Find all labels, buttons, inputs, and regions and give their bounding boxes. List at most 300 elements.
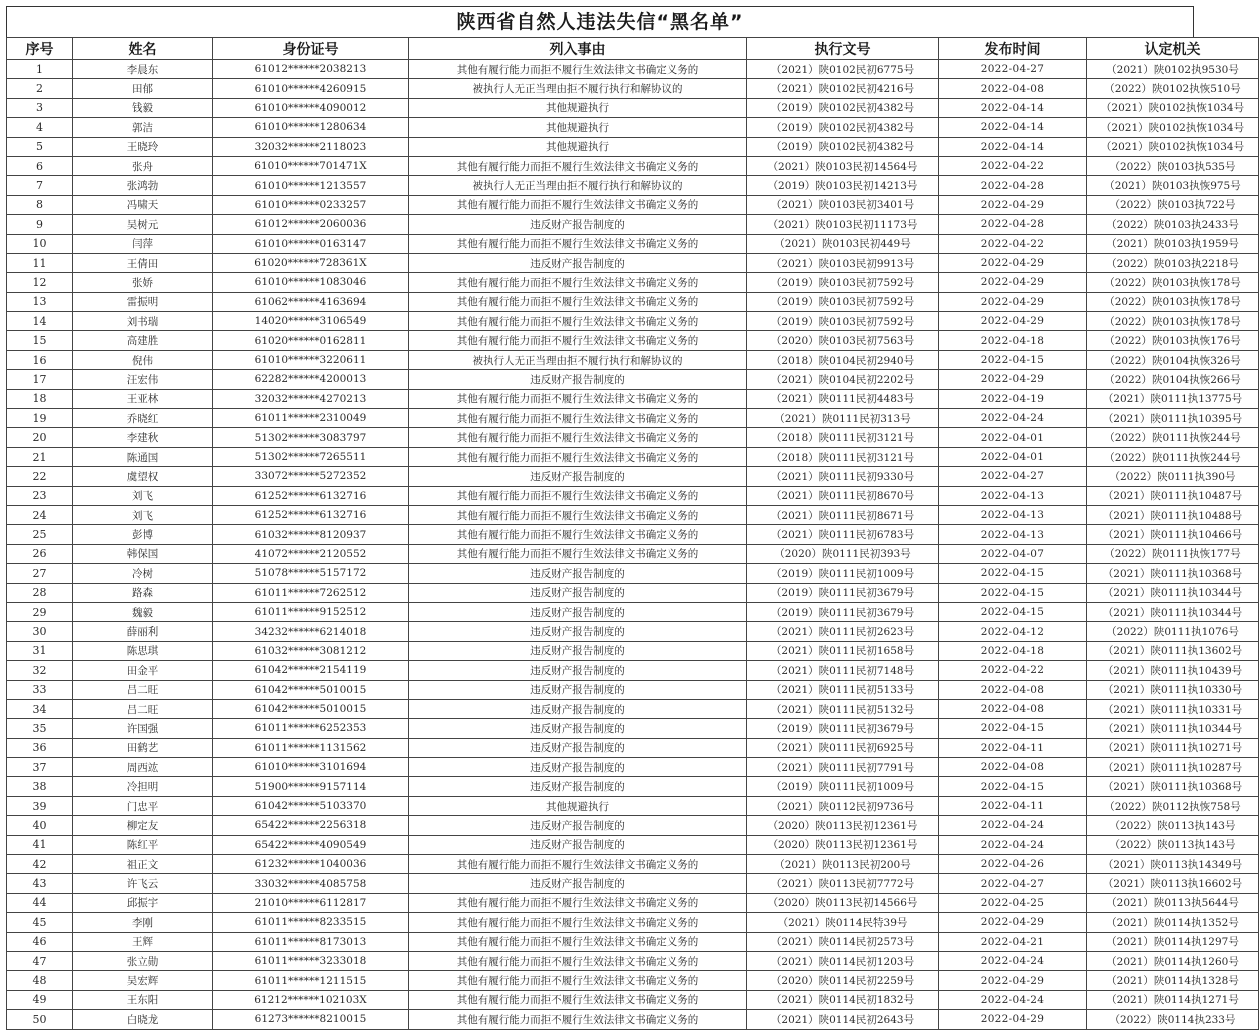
cell-index: 42 (7, 855, 73, 874)
cell-authority: （2021）陕0111执10487号 (1087, 486, 1259, 505)
cell-id-number: 61012******2038213 (213, 60, 409, 79)
cell-case-number: （2021）陕0111民初7148号 (747, 661, 939, 680)
cell-reason: 其他有履行能力而拒不履行生效法律文书确定义务的 (409, 893, 747, 912)
cell-id-number: 61252******6132716 (213, 486, 409, 505)
cell-case-number: （2021）陕0102民初4216号 (747, 79, 939, 98)
cell-authority: （2022）陕0111执390号 (1087, 467, 1259, 486)
cell-index: 38 (7, 777, 73, 796)
cell-id-number: 41072******2120552 (213, 544, 409, 563)
cell-case-number: （2019）陕0102民初4382号 (747, 98, 939, 117)
header-reason: 列入事由 (409, 38, 747, 60)
cell-authority: （2022）陕0111执恢244号 (1087, 428, 1259, 447)
table-row (7, 680, 1259, 699)
cell-index: 27 (7, 564, 73, 583)
cell-index: 50 (7, 1010, 73, 1029)
cell-reason: 违反财产报告制度的 (409, 253, 747, 272)
cell-reason: 违反财产报告制度的 (409, 602, 747, 621)
cell-index: 19 (7, 409, 73, 428)
cell-index: 5 (7, 137, 73, 156)
cell-reason: 其他有履行能力而拒不履行生效法律文书确定义务的 (409, 932, 747, 951)
cell-publish-date: 2022-04-12 (939, 622, 1087, 641)
cell-name: 周西竑 (73, 758, 213, 777)
table-row (7, 486, 1259, 505)
cell-case-number: （2019）陕0103民初7592号 (747, 312, 939, 331)
cell-name: 魏毅 (73, 602, 213, 621)
cell-id-number: 61032******8120937 (213, 525, 409, 544)
cell-id-number: 32032******4270213 (213, 389, 409, 408)
cell-reason: 违反财产报告制度的 (409, 719, 747, 738)
table-row (7, 98, 1259, 117)
cell-case-number: （2021）陕0102民初6775号 (747, 60, 939, 79)
cell-authority: （2021）陕0102执恢1034号 (1087, 118, 1259, 137)
cell-publish-date: 2022-04-29 (939, 292, 1087, 311)
table-row (7, 951, 1259, 970)
cell-publish-date: 2022-04-29 (939, 370, 1087, 389)
cell-id-number: 61010******3101694 (213, 758, 409, 777)
cell-authority: （2021）陕0114执1328号 (1087, 971, 1259, 990)
cell-id-number: 61011******1131562 (213, 738, 409, 757)
cell-name: 陈通国 (73, 447, 213, 466)
table-row (7, 699, 1259, 718)
cell-index: 15 (7, 331, 73, 350)
cell-authority: （2022）陕0103执恢176号 (1087, 331, 1259, 350)
cell-id-number: 61273******8210015 (213, 1010, 409, 1029)
cell-id-number: 61012******2060036 (213, 215, 409, 234)
cell-index: 7 (7, 176, 73, 195)
table-row (7, 389, 1259, 408)
cell-case-number: （2019）陕0103民初7592号 (747, 292, 939, 311)
cell-authority: （2021）陕0111执13775号 (1087, 389, 1259, 408)
cell-authority: （2021）陕0114执1260号 (1087, 951, 1259, 970)
cell-case-number: （2021）陕0111民初6783号 (747, 525, 939, 544)
cell-name: 王晓玲 (73, 137, 213, 156)
cell-name: 田鹤艺 (73, 738, 213, 757)
cell-authority: （2021）陕0114执1352号 (1087, 913, 1259, 932)
cell-name: 冷树 (73, 564, 213, 583)
cell-publish-date: 2022-04-24 (939, 990, 1087, 1009)
cell-publish-date: 2022-04-22 (939, 234, 1087, 253)
cell-publish-date: 2022-04-14 (939, 118, 1087, 137)
cell-authority: （2022）陕0103执恢178号 (1087, 292, 1259, 311)
cell-index: 37 (7, 758, 73, 777)
cell-reason: 违反财产报告制度的 (409, 680, 747, 699)
cell-authority: （2022）陕0103执535号 (1087, 156, 1259, 175)
cell-index: 32 (7, 661, 73, 680)
cell-name: 门忠平 (73, 796, 213, 815)
cell-publish-date: 2022-04-19 (939, 389, 1087, 408)
cell-authority: （2021）陕0113执14349号 (1087, 855, 1259, 874)
cell-reason: 其他有履行能力而拒不履行生效法律文书确定义务的 (409, 544, 747, 563)
cell-case-number: （2019）陕0111民初3679号 (747, 602, 939, 621)
cell-publish-date: 2022-04-27 (939, 467, 1087, 486)
cell-publish-date: 2022-04-07 (939, 544, 1087, 563)
header-authority: 认定机关 (1087, 38, 1259, 60)
cell-index: 40 (7, 816, 73, 835)
cell-authority: （2022）陕0103执2433号 (1087, 215, 1259, 234)
cell-name: 冷担明 (73, 777, 213, 796)
cell-index: 41 (7, 835, 73, 854)
table-row (7, 273, 1259, 292)
cell-authority: （2022）陕0103执722号 (1087, 195, 1259, 214)
cell-authority: （2022）陕0103执恢178号 (1087, 312, 1259, 331)
cell-index: 24 (7, 505, 73, 524)
sheet-title: 陕西省自然人违法失信“黑名单” (6, 6, 1194, 37)
cell-publish-date: 2022-04-15 (939, 350, 1087, 369)
cell-id-number: 61011******7262512 (213, 583, 409, 602)
cell-case-number: （2021）陕0111民初313号 (747, 409, 939, 428)
table-row (7, 796, 1259, 815)
cell-authority: （2021）陕0111执10344号 (1087, 583, 1259, 602)
cell-authority: （2021）陕0111执10271号 (1087, 738, 1259, 757)
cell-reason: 其他有履行能力而拒不履行生效法律文书确定义务的 (409, 331, 747, 350)
cell-index: 17 (7, 370, 73, 389)
cell-reason: 违反财产报告制度的 (409, 370, 747, 389)
cell-publish-date: 2022-04-08 (939, 680, 1087, 699)
cell-case-number: （2021）陕0111民初8670号 (747, 486, 939, 505)
cell-id-number: 61010******701471X (213, 156, 409, 175)
cell-id-number: 61011******6252353 (213, 719, 409, 738)
blacklist-table (6, 37, 1259, 1030)
cell-reason: 违反财产报告制度的 (409, 699, 747, 718)
cell-case-number: （2019）陕0111民初1009号 (747, 564, 939, 583)
cell-reason: 其他有履行能力而拒不履行生效法律文书确定义务的 (409, 855, 747, 874)
cell-id-number: 61042******5103370 (213, 796, 409, 815)
cell-publish-date: 2022-04-01 (939, 428, 1087, 447)
cell-index: 3 (7, 98, 73, 117)
cell-name: 虞望权 (73, 467, 213, 486)
cell-id-number: 61252******6132716 (213, 505, 409, 524)
cell-id-number: 61010******0233257 (213, 195, 409, 214)
cell-reason: 违反财产报告制度的 (409, 758, 747, 777)
cell-case-number: （2021）陕0111民初5132号 (747, 699, 939, 718)
table-row (7, 370, 1259, 389)
cell-id-number: 61042******2154119 (213, 661, 409, 680)
table-row (7, 156, 1259, 175)
cell-publish-date: 2022-04-29 (939, 195, 1087, 214)
cell-id-number: 61011******8173013 (213, 932, 409, 951)
cell-reason: 违反财产报告制度的 (409, 835, 747, 854)
cell-id-number: 33032******4085758 (213, 874, 409, 893)
cell-reason: 其他规避执行 (409, 796, 747, 815)
table-row (7, 971, 1259, 990)
table-row (7, 234, 1259, 253)
cell-name: 王亚林 (73, 389, 213, 408)
cell-id-number: 61042******5010015 (213, 680, 409, 699)
cell-name: 乔晓红 (73, 409, 213, 428)
cell-case-number: （2019）陕0111民初3679号 (747, 719, 939, 738)
cell-authority: （2021）陕0111执10466号 (1087, 525, 1259, 544)
cell-authority: （2022）陕0113执143号 (1087, 835, 1259, 854)
cell-reason: 其他有履行能力而拒不履行生效法律文书确定义务的 (409, 60, 747, 79)
cell-authority: （2021）陕0103执1959号 (1087, 234, 1259, 253)
cell-case-number: （2019）陕0111民初3679号 (747, 583, 939, 602)
cell-authority: （2021）陕0102执恢1034号 (1087, 137, 1259, 156)
cell-publish-date: 2022-04-29 (939, 913, 1087, 932)
cell-name: 刘书瑞 (73, 312, 213, 331)
table-row (7, 350, 1259, 369)
cell-reason: 其他有履行能力而拒不履行生效法律文书确定义务的 (409, 525, 747, 544)
table-row (7, 447, 1259, 466)
cell-index: 39 (7, 796, 73, 815)
cell-case-number: （2021）陕0111民初4483号 (747, 389, 939, 408)
table-row (7, 195, 1259, 214)
cell-index: 45 (7, 913, 73, 932)
cell-index: 12 (7, 273, 73, 292)
cell-id-number: 65422******4090549 (213, 835, 409, 854)
cell-case-number: （2021）陕0103民初449号 (747, 234, 939, 253)
table-row (7, 253, 1259, 272)
table-row (7, 602, 1259, 621)
cell-publish-date: 2022-04-15 (939, 602, 1087, 621)
cell-authority: （2022）陕0113执143号 (1087, 816, 1259, 835)
cell-publish-date: 2022-04-08 (939, 79, 1087, 98)
cell-case-number: （2021）陕0111民初2623号 (747, 622, 939, 641)
table-row (7, 893, 1259, 912)
cell-id-number: 61062******4163694 (213, 292, 409, 311)
cell-reason: 违反财产报告制度的 (409, 564, 747, 583)
cell-name: 路森 (73, 583, 213, 602)
cell-case-number: （2018）陕0111民初3121号 (747, 447, 939, 466)
cell-id-number: 61011******8233515 (213, 913, 409, 932)
cell-authority: （2022）陕0112执恢758号 (1087, 796, 1259, 815)
cell-publish-date: 2022-04-21 (939, 932, 1087, 951)
cell-name: 彭博 (73, 525, 213, 544)
table-row (7, 758, 1259, 777)
cell-name: 邱振宇 (73, 893, 213, 912)
cell-publish-date: 2022-04-13 (939, 525, 1087, 544)
header-case-number: 执行文号 (747, 38, 939, 60)
cell-publish-date: 2022-04-15 (939, 777, 1087, 796)
cell-name: 祖正文 (73, 855, 213, 874)
cell-index: 30 (7, 622, 73, 641)
table-row (7, 1010, 1259, 1029)
cell-authority: （2021）陕0111执10330号 (1087, 680, 1259, 699)
cell-case-number: （2019）陕0103民初7592号 (747, 273, 939, 292)
cell-publish-date: 2022-04-28 (939, 215, 1087, 234)
cell-index: 1 (7, 60, 73, 79)
cell-authority: （2021）陕0111执10488号 (1087, 505, 1259, 524)
cell-name: 陈思琪 (73, 641, 213, 660)
cell-publish-date: 2022-04-15 (939, 583, 1087, 602)
cell-id-number: 61212******102103X (213, 990, 409, 1009)
cell-id-number: 61020******728361X (213, 253, 409, 272)
cell-reason: 其他有履行能力而拒不履行生效法律文书确定义务的 (409, 234, 747, 253)
cell-authority: （2021）陕0113执5644号 (1087, 893, 1259, 912)
cell-case-number: （2021）陕0113民初200号 (747, 855, 939, 874)
cell-case-number: （2020）陕0113民初12361号 (747, 816, 939, 835)
cell-name: 倪伟 (73, 350, 213, 369)
cell-case-number: （2021）陕0103民初14564号 (747, 156, 939, 175)
cell-id-number: 61010******1213557 (213, 176, 409, 195)
cell-index: 2 (7, 79, 73, 98)
cell-publish-date: 2022-04-22 (939, 661, 1087, 680)
cell-index: 13 (7, 292, 73, 311)
table-row (7, 137, 1259, 156)
table-row (7, 932, 1259, 951)
cell-publish-date: 2022-04-26 (939, 855, 1087, 874)
cell-id-number: 61010******4260915 (213, 79, 409, 98)
cell-name: 陈红平 (73, 835, 213, 854)
cell-name: 张娇 (73, 273, 213, 292)
cell-case-number: （2020）陕0113民初12361号 (747, 835, 939, 854)
cell-case-number: （2020）陕0113民初14566号 (747, 893, 939, 912)
cell-reason: 违反财产报告制度的 (409, 661, 747, 680)
cell-name: 王倩田 (73, 253, 213, 272)
cell-name: 白晓龙 (73, 1010, 213, 1029)
cell-authority: （2021）陕0111执10368号 (1087, 564, 1259, 583)
header-name: 姓名 (73, 38, 213, 60)
cell-name: 许国强 (73, 719, 213, 738)
cell-reason: 其他规避执行 (409, 98, 747, 117)
cell-reason: 违反财产报告制度的 (409, 777, 747, 796)
cell-name: 田金平 (73, 661, 213, 680)
cell-case-number: （2021）陕0104民初2202号 (747, 370, 939, 389)
cell-reason: 其他有履行能力而拒不履行生效法律文书确定义务的 (409, 990, 747, 1009)
cell-index: 36 (7, 738, 73, 757)
cell-id-number: 65422******2256318 (213, 816, 409, 835)
table-row (7, 641, 1259, 660)
cell-publish-date: 2022-04-14 (939, 98, 1087, 117)
cell-authority: （2021）陕0102执恢1034号 (1087, 98, 1259, 117)
cell-reason: 其他规避执行 (409, 118, 747, 137)
cell-case-number: （2018）陕0111民初3121号 (747, 428, 939, 447)
cell-index: 23 (7, 486, 73, 505)
cell-reason: 其他有履行能力而拒不履行生效法律文书确定义务的 (409, 156, 747, 175)
header-index: 序号 (7, 38, 73, 60)
cell-authority: （2021）陕0114执1271号 (1087, 990, 1259, 1009)
cell-name: 张舟 (73, 156, 213, 175)
cell-reason: 其他有履行能力而拒不履行生效法律文书确定义务的 (409, 971, 747, 990)
cell-index: 8 (7, 195, 73, 214)
cell-index: 33 (7, 680, 73, 699)
table-row (7, 176, 1259, 195)
cell-reason: 被执行人无正当理由拒不履行执行和解协议的 (409, 350, 747, 369)
table-row (7, 525, 1259, 544)
cell-id-number: 34232******6214018 (213, 622, 409, 641)
cell-publish-date: 2022-04-29 (939, 253, 1087, 272)
cell-case-number: （2021）陕0114民特39号 (747, 913, 939, 932)
cell-case-number: （2021）陕0111民初8671号 (747, 505, 939, 524)
cell-publish-date: 2022-04-24 (939, 835, 1087, 854)
cell-id-number: 61010******1083046 (213, 273, 409, 292)
cell-publish-date: 2022-04-24 (939, 816, 1087, 835)
cell-publish-date: 2022-04-29 (939, 1010, 1087, 1029)
cell-reason: 违反财产报告制度的 (409, 641, 747, 660)
table-row (7, 331, 1259, 350)
cell-case-number: （2021）陕0111民初9330号 (747, 467, 939, 486)
cell-reason: 其他有履行能力而拒不履行生效法律文书确定义务的 (409, 913, 747, 932)
cell-name: 韩保国 (73, 544, 213, 563)
cell-id-number: 61010******4090012 (213, 98, 409, 117)
cell-name: 张立勋 (73, 951, 213, 970)
table-row (7, 60, 1259, 79)
cell-name: 吴树元 (73, 215, 213, 234)
cell-authority: （2021）陕0103执恢975号 (1087, 176, 1259, 195)
cell-case-number: （2019）陕0102民初4382号 (747, 118, 939, 137)
table-row (7, 835, 1259, 854)
cell-case-number: （2020）陕0111民初393号 (747, 544, 939, 563)
table-row (7, 913, 1259, 932)
cell-authority: （2021）陕0111执10344号 (1087, 719, 1259, 738)
cell-case-number: （2021）陕0103民初9913号 (747, 253, 939, 272)
cell-case-number: （2021）陕0111民初6925号 (747, 738, 939, 757)
cell-publish-date: 2022-04-18 (939, 641, 1087, 660)
cell-authority: （2022）陕0102执恢510号 (1087, 79, 1259, 98)
cell-authority: （2022）陕0111执1076号 (1087, 622, 1259, 641)
cell-id-number: 61020******0162811 (213, 331, 409, 350)
cell-reason: 其他有履行能力而拒不履行生效法律文书确定义务的 (409, 505, 747, 524)
cell-reason: 被执行人无正当理由拒不履行执行和解协议的 (409, 176, 747, 195)
cell-publish-date: 2022-04-29 (939, 312, 1087, 331)
cell-publish-date: 2022-04-29 (939, 273, 1087, 292)
cell-id-number: 51302******3083797 (213, 428, 409, 447)
cell-id-number: 62282******4200013 (213, 370, 409, 389)
table-row (7, 874, 1259, 893)
blacklist-sheet (6, 6, 1245, 1030)
cell-reason: 其他有履行能力而拒不履行生效法律文书确定义务的 (409, 312, 747, 331)
table-row (7, 661, 1259, 680)
cell-authority: （2021）陕0111执10287号 (1087, 758, 1259, 777)
cell-index: 48 (7, 971, 73, 990)
cell-id-number: 32032******2118023 (213, 137, 409, 156)
cell-publish-date: 2022-04-22 (939, 156, 1087, 175)
cell-authority: （2022）陕0104执恢326号 (1087, 350, 1259, 369)
cell-name: 吴宏辉 (73, 971, 213, 990)
cell-publish-date: 2022-04-15 (939, 564, 1087, 583)
cell-authority: （2022）陕0111执恢177号 (1087, 544, 1259, 563)
table-row (7, 719, 1259, 738)
cell-index: 20 (7, 428, 73, 447)
cell-name: 雷振明 (73, 292, 213, 311)
cell-publish-date: 2022-04-18 (939, 331, 1087, 350)
cell-name: 闫萍 (73, 234, 213, 253)
cell-authority: （2022）陕0104执恢266号 (1087, 370, 1259, 389)
table-row (7, 428, 1259, 447)
cell-id-number: 61011******9152512 (213, 602, 409, 621)
cell-reason: 违反财产报告制度的 (409, 622, 747, 641)
cell-publish-date: 2022-04-13 (939, 486, 1087, 505)
cell-reason: 其他有履行能力而拒不履行生效法律文书确定义务的 (409, 273, 747, 292)
cell-publish-date: 2022-04-11 (939, 796, 1087, 815)
cell-name: 吕二旺 (73, 680, 213, 699)
cell-index: 11 (7, 253, 73, 272)
cell-reason: 其他有履行能力而拒不履行生效法律文书确定义务的 (409, 292, 747, 311)
table-row (7, 505, 1259, 524)
cell-case-number: （2021）陕0111民初5133号 (747, 680, 939, 699)
cell-name: 田郁 (73, 79, 213, 98)
cell-reason: 其他有履行能力而拒不履行生效法律文书确定义务的 (409, 409, 747, 428)
cell-index: 46 (7, 932, 73, 951)
cell-case-number: （2021）陕0113民初7772号 (747, 874, 939, 893)
cell-reason: 被执行人无正当理由拒不履行执行和解协议的 (409, 79, 747, 98)
cell-authority: （2021）陕0113执16602号 (1087, 874, 1259, 893)
table-row (7, 622, 1259, 641)
cell-reason: 违反财产报告制度的 (409, 816, 747, 835)
cell-case-number: （2021）陕0111民初1658号 (747, 641, 939, 660)
table-row (7, 564, 1259, 583)
cell-authority: （2021）陕0102执9530号 (1087, 60, 1259, 79)
table-row (7, 544, 1259, 563)
cell-publish-date: 2022-04-08 (939, 758, 1087, 777)
cell-reason: 其他有履行能力而拒不履行生效法律文书确定义务的 (409, 389, 747, 408)
cell-id-number: 61032******3081212 (213, 641, 409, 660)
cell-reason: 其他有履行能力而拒不履行生效法律文书确定义务的 (409, 428, 747, 447)
cell-reason: 其他有履行能力而拒不履行生效法律文书确定义务的 (409, 195, 747, 214)
table-row (7, 292, 1259, 311)
cell-name: 李晨东 (73, 60, 213, 79)
cell-case-number: （2021）陕0111民初7791号 (747, 758, 939, 777)
cell-case-number: （2021）陕0103民初3401号 (747, 195, 939, 214)
